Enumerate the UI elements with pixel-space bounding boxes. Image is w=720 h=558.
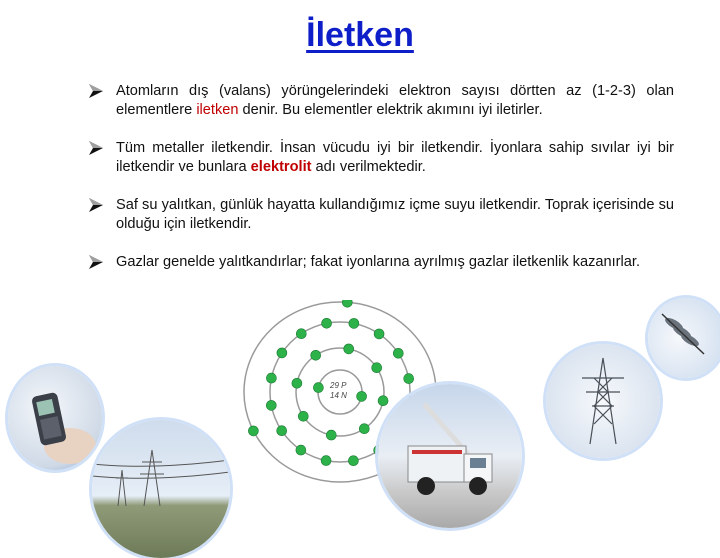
electron — [296, 445, 306, 455]
electron — [342, 300, 352, 307]
power-lines-field-image — [92, 420, 230, 558]
electron — [359, 424, 369, 434]
electron — [321, 456, 331, 466]
transmission-tower-image — [546, 344, 660, 458]
electron — [378, 396, 388, 406]
bullet-text: Saf su yalıtkan, günlük hayatta kullandığımız içme suyu iletkendir. Toprak içerisinde su olduğu için iletkendir. — [116, 197, 674, 232]
electron — [374, 329, 384, 339]
electron — [311, 350, 321, 360]
page-title: İletken — [306, 16, 414, 54]
arrow-bullet-icon — [88, 254, 104, 270]
nucleus-label: 29 P — [330, 381, 347, 390]
bullet-text: Tüm metaller iletkendir. İnsan vücudu iyi bir iletkendir. İyonlara sahip sıvılar iyi bir iletkendir ve bunlara — [116, 140, 674, 175]
electron — [277, 426, 287, 436]
insulator-image — [648, 298, 720, 378]
electron — [344, 344, 354, 354]
bullet-text: adı verilmektedir. — [311, 159, 426, 175]
utility-truck-image — [378, 384, 522, 528]
electron — [296, 329, 306, 339]
arrow-bullet-icon — [88, 140, 104, 156]
electron — [357, 391, 367, 401]
electron — [372, 363, 382, 373]
electron — [326, 430, 336, 440]
bullet-item — [86, 139, 674, 177]
highlight-term: elektrolit — [250, 159, 312, 175]
bullet-item — [86, 82, 674, 120]
bullet-text: denir. Bu elementler elektrik akımını iyi iletirler. — [238, 102, 543, 118]
bullet-text: Gazlar genelde yalıtkandırlar; fakat iyonlarına ayrılmış gazlar iletkenlik kazanırlar. — [116, 254, 640, 270]
electron — [298, 411, 308, 421]
electron — [277, 348, 287, 358]
electron — [313, 383, 323, 393]
nucleus-label: 14 N — [330, 391, 347, 400]
electron — [349, 318, 359, 328]
bullet-item — [86, 196, 674, 234]
arrow-bullet-icon — [88, 197, 104, 213]
electron — [248, 426, 258, 436]
electron — [322, 318, 332, 328]
electron — [266, 400, 276, 410]
bullet-text: Atomların dış (valans) yörüngelerindeki elektron sayısı dörtten az (1-2-3) olan elementlere — [116, 83, 674, 118]
electron — [348, 456, 358, 466]
mobile-phone-image — [8, 366, 102, 470]
bullet-list — [86, 82, 674, 291]
electron — [393, 348, 403, 358]
electron — [266, 373, 276, 383]
electron — [292, 378, 302, 388]
arrow-bullet-icon — [88, 83, 104, 99]
bullet-item — [86, 253, 674, 272]
highlight-term: iletken — [196, 102, 239, 118]
electron — [404, 374, 414, 384]
